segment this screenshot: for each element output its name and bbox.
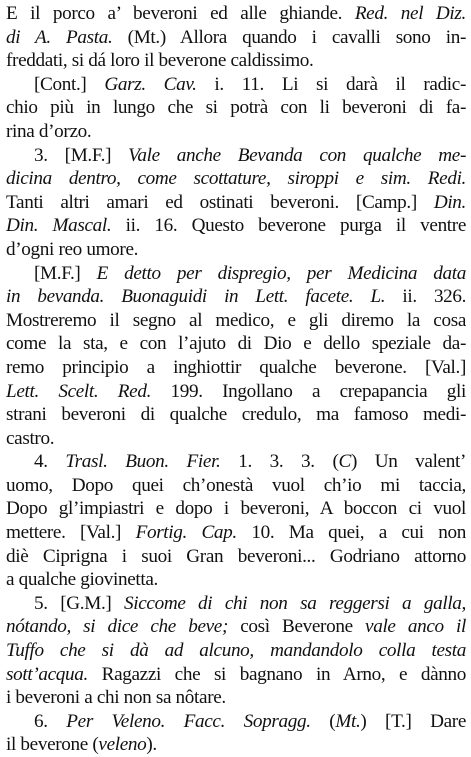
text-segment: freddati, si dá loro il beverone caldissimo. [6, 50, 314, 72]
text-line [6, 144, 466, 168]
text-segment: 10. Ma quei, a cui non [236, 522, 466, 544]
text-segment: [M.F.] [34, 262, 97, 284]
text-segment: ii. 326. [385, 286, 466, 308]
citation-segment: sott’acqua. [6, 663, 88, 685]
text-line [6, 450, 466, 474]
citation-segment: di A. Pasta. [6, 26, 113, 48]
entry-cont-garz [6, 73, 466, 144]
text-segment: Ragazzi che si bagnano in Arno, e dànno [87, 663, 466, 685]
text-segment: ) [T.] Dare [360, 710, 466, 732]
text-segment: Tanti altri amari ed ostinati beveroni. [Camp.] [6, 191, 434, 213]
entry-6-veleno [6, 710, 466, 757]
text-line [6, 49, 466, 73]
text-line [6, 26, 466, 50]
text-line [6, 2, 466, 26]
text-line [6, 403, 466, 427]
text-line [6, 73, 466, 97]
text-segment: ) Un valent’ [350, 451, 466, 473]
text-segment: d’ogni reo umore. [6, 238, 139, 260]
text-line [6, 332, 466, 356]
text-line [6, 120, 466, 144]
text-line [6, 167, 466, 191]
citation-segment: E detto per dispregio, per Medicina data [96, 262, 466, 284]
citation-segment: Din. Mascal. [6, 215, 112, 237]
text-segment: ii. 16. Questo beverone purga il ventre [111, 215, 466, 237]
text-segment: i. 11. Li si darà il radic- [196, 73, 466, 95]
citation-segment: Siccome di chi non sa reggersi a galla, [124, 592, 466, 614]
text-segment: castro. [6, 427, 55, 449]
citation-segment: vale anco il [365, 616, 466, 638]
text-segment: mettere. [Val.] [6, 522, 136, 544]
text-segment: a qualche giovinetta. [6, 569, 158, 591]
text-segment: ( [310, 710, 336, 732]
text-segment: Mostreremo il segno al medico, e gli diremo la cosa [6, 309, 466, 331]
citation-segment: C [338, 451, 351, 473]
text-segment: [Cont.] [34, 73, 105, 95]
entry-porco-beveroni [6, 2, 466, 73]
text-line [6, 427, 466, 451]
text-line [6, 356, 466, 380]
text-line [6, 545, 466, 569]
text-segment: ). [146, 734, 157, 756]
text-line [6, 214, 466, 238]
text-segment: i beveroni a chi non sa nôtare. [6, 687, 226, 709]
text-segment: remo principio a inghiottir qualche beverone. [Val.] [6, 356, 466, 378]
text-line [6, 262, 466, 286]
text-line [6, 733, 466, 757]
citation-segment: in bevanda. Buonaguidi in Lett. facete. L. [6, 286, 386, 308]
text-line [6, 710, 466, 734]
text-line [6, 309, 466, 333]
text-line [6, 191, 466, 215]
citation-segment: Red. nel Diz. [354, 3, 466, 24]
text-segment: 3. [M.F.] [34, 144, 129, 166]
text-line [6, 592, 466, 616]
citation-segment: dicina dentro, come scottature, siroppi e sim. Redi. [6, 168, 466, 190]
entry-5-galla [6, 592, 466, 710]
text-segment: Dopo gl’impiastri e dopo i beveroni, A boccon ci vuol [6, 498, 466, 520]
text-line [6, 521, 466, 545]
text-line [6, 615, 466, 639]
text-segment: diè Ciprigna i suoi Gran beveroni... Godriano attorno [6, 545, 466, 567]
citation-segment: Lett. Scelt. Red. [6, 380, 152, 402]
text-segment: così Beverone [227, 616, 366, 638]
text-line [6, 380, 466, 404]
text-segment: 6. [34, 710, 67, 732]
text-segment: 1. 3. 3. ( [220, 451, 339, 473]
entry-3-bevanda [6, 144, 466, 262]
entry-dispregio [6, 262, 466, 451]
text-line [6, 639, 466, 663]
text-segment: il beverone ( [6, 734, 99, 756]
text-segment: uomo, Dopo quei ch’onestà vuol ch’io mi taccia, [6, 474, 466, 496]
text-line [6, 686, 466, 710]
text-segment: E il porco a’ beveroni ed alle ghiande. [6, 3, 355, 24]
text-line [6, 238, 466, 262]
text-segment: come la sta, e con l’ajuto di Dio e dello speziale da- [6, 333, 466, 355]
text-segment: chio più in lungo che si potrà con li beveroni di fa- [6, 97, 466, 119]
text-segment: strani beveroni di qualche credulo, ma famoso medi- [6, 404, 466, 426]
text-line [6, 285, 466, 309]
text-segment: 5. [G.M.] [34, 592, 125, 614]
citation-segment: veleno [98, 734, 147, 756]
entry-4-trasl [6, 450, 466, 592]
text-segment: (Mt.) Allora quando i cavalli sono in- [112, 26, 466, 48]
citation-segment: Tuffo che si dà ad alcuno, mandandolo colla testa [6, 640, 466, 662]
citation-segment: Fortig. Cap. [135, 522, 237, 544]
text-segment: 4. [34, 451, 66, 473]
citation-segment: Mt. [335, 710, 361, 732]
text-segment: 199. Ingollano a crepapancia gli [151, 380, 466, 402]
text-line [6, 96, 466, 120]
citation-segment: Din. [433, 191, 466, 213]
text-line [6, 663, 466, 687]
citation-segment: nótando, si dice che beve; [6, 616, 228, 638]
text-line [6, 568, 466, 592]
text-segment: rina d’orzo. [6, 120, 92, 142]
text-line [6, 474, 466, 498]
citation-segment: Vale anche Bevanda con qualche me- [128, 144, 466, 166]
citation-segment: Garz. Cav. [104, 73, 197, 95]
text-line [6, 497, 466, 521]
citation-segment: Trasl. Buon. Fier. [65, 451, 221, 473]
citation-segment: Per Veleno. Facc. Sopragg. [66, 710, 311, 732]
